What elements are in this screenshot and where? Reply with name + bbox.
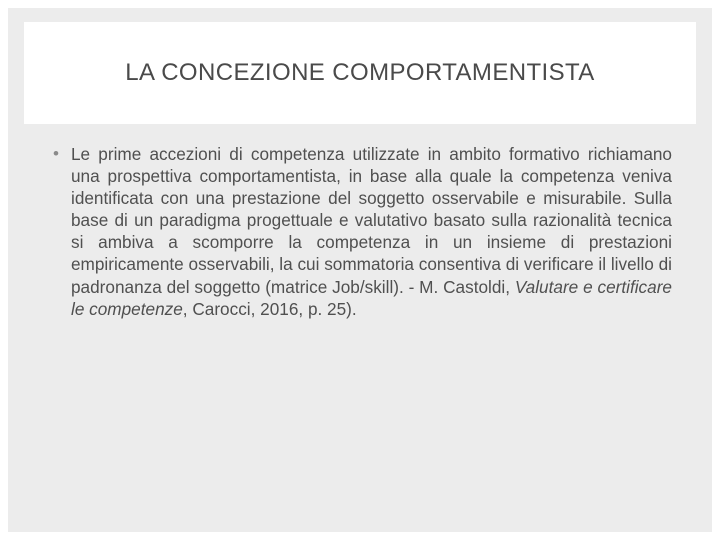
slide: [8, 8, 712, 532]
book-title: Valutare e certificare le competenze: [71, 276, 672, 319]
bullet-text: Le prime accezioni di competenza utilizzate in ambito formativo richiamano una prospettiva comportamentista, in base alla quale la competenza veniva identificata con una prestazione del soggetto osservabile e misurabile. Sulla base di un paradigma progettuale e valutativo basato sulla razionalità tecnica si ambiva a scomporre la competenza in un insieme di prestazioni empiricamente osservabili, la cui sommatoria consentiva di verificare il livello di padronanza del soggetto (matrice Job/skill). - M. Castoldi,: [71, 144, 672, 297]
citation-tail: , Carocci, 2016, p. 25).: [182, 298, 357, 319]
bullet-list: [52, 143, 672, 320]
bullet-marker: •: [53, 144, 59, 163]
slide-title: LA CONCEZIONE COMPORTAMENTISTA: [125, 59, 595, 86]
bullet-item: [52, 143, 672, 320]
title-box: [24, 22, 696, 124]
slide-body: [52, 143, 672, 320]
